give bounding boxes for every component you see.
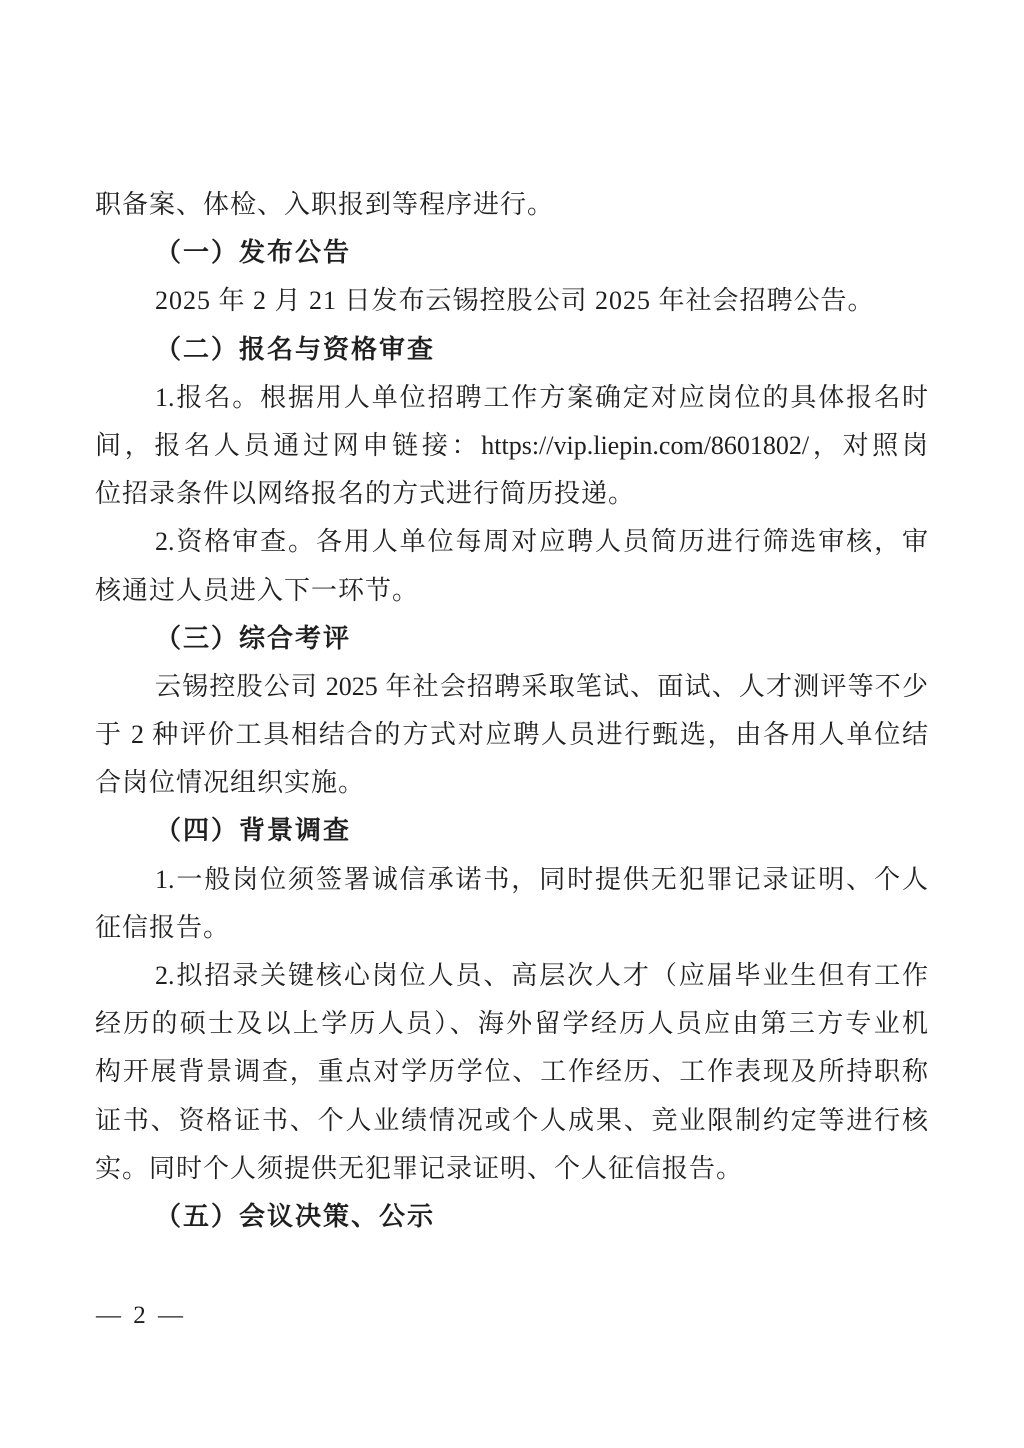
text-line: 位招录条件以网络报名的方式进行简历投递。: [95, 479, 636, 509]
text-line: 经历的硕士及以上学历人员）、海外留学经历人员应由第三方专业机: [95, 1009, 928, 1039]
text-line: 于 2 种评价工具相结合的方式对应聘人员进行甄选，由各用人单位结: [95, 720, 928, 750]
section-heading: （二）报名与资格审查: [155, 334, 436, 364]
text-line: 征信报告。: [95, 912, 231, 942]
document-body: [95, 181, 928, 1241]
text-line: 1.报名。根据用人单位招聘工作方案确定对应岗位的具体报名时: [155, 382, 928, 412]
section-heading: （四）背景调查: [155, 816, 352, 846]
section-heading: （五）会议决策、公示: [155, 1201, 436, 1231]
page-number: — 2 —: [96, 1302, 186, 1329]
text-line: 1.一般岗位须签署诚信承诺书，同时提供无犯罪记录证明、个人: [155, 864, 928, 894]
section-heading: （三）综合考评: [155, 623, 352, 653]
text-line: 证书、资格证书、个人业绩情况或个人成果、竞业限制约定等进行核: [95, 1105, 928, 1135]
text-line: 间，报名人员通过网申链接：https://vip.liepin.com/8601802/，对照岗: [95, 430, 928, 460]
text-line: 2025 年 2 月 21 日发布云锡控股公司 2025 年社会招聘公告。: [155, 286, 875, 316]
text-line: 职备案、体检、入职报到等程序进行。: [95, 190, 555, 219]
text-line: 构开展背景调查，重点对学历学位、工作经历、工作表现及所持职称: [95, 1057, 928, 1087]
text-line: 2.拟招录关键核心岗位人员、高层次人才（应届毕业生但有工作: [155, 961, 928, 990]
text-line: 2.资格审查。各用人单位每周对应聘人员简历进行筛选审核，审: [155, 527, 928, 557]
text-line: 实。同时个人须提供无犯罪记录证明、个人征信报告。: [95, 1153, 744, 1183]
text-line: 核通过人员进入下一环节。: [95, 575, 420, 605]
section-heading: （一）发布公告: [155, 238, 352, 268]
text-line: 合岗位情况组织实施。: [95, 768, 366, 798]
text-line: 云锡控股公司 2025 年社会招聘采取笔试、面试、人才测评等不少: [155, 671, 928, 701]
